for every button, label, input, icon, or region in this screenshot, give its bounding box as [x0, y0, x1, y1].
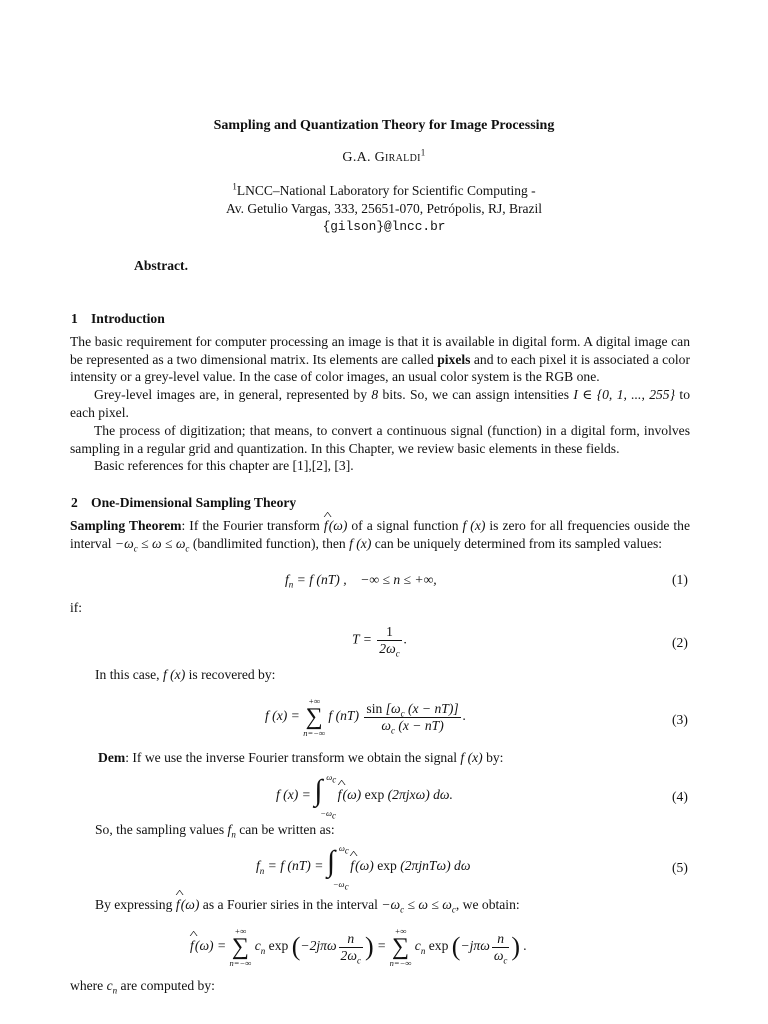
so-sentence — [95, 822, 335, 838]
math-inline: ^ f (ω) — [176, 897, 200, 912]
sampling-theorem-paragraph — [70, 517, 690, 552]
math-inline: ^ f (ω) — [324, 518, 348, 533]
section-heading-sampling — [71, 495, 296, 511]
equation-1: $f_n = f$ (nT) , −∞ ≤ n ≤ +∞, — [285, 572, 437, 590]
if-label: if: — [70, 600, 83, 615]
math-inline: $-\omega_c \le \omega \le \omega_c$ — [381, 897, 456, 915]
section-title: Introduction — [91, 311, 165, 326]
theorem-text: can be uniquely determined from its sampled values: — [371, 535, 663, 551]
author-footnote-mark: 1 — [420, 147, 426, 158]
author-email: {gilson}@lncc.br — [322, 219, 446, 234]
text: as a Fourier siries in the interval — [199, 897, 382, 912]
math-inline: f (x) — [460, 750, 483, 765]
equation-number: (4) — [672, 789, 688, 804]
math-inline: f (x) — [349, 535, 372, 551]
theorem-text: (bandlimited function), then — [189, 535, 350, 551]
text: is recovered by: — [185, 667, 276, 682]
intro-text: The basic requirement for computer processing an image is that it is available in digital form. A digital image can be represented as a two dimensional matrix. Its elements are called — [70, 334, 690, 367]
text: So, the sampling values — [95, 822, 228, 837]
text: are computed by: — [117, 978, 215, 993]
math-inline: $-\omega_c \le \omega \le \omega_c$ — [114, 535, 190, 554]
dem-sentence — [98, 750, 503, 766]
equation-2: T = $\frac{1}{2\omega_c}$ . — [352, 624, 408, 659]
affiliation-line-2: Av. Getulio Vargas, 333, 25651-070, Petrópolis, RJ, Brazil — [226, 201, 542, 216]
section-heading-introduction — [71, 311, 165, 327]
math-inline: f (x) — [162, 667, 186, 682]
intro-paragraph-4: Basic references for this chapter are [1],[2], [3]. — [94, 458, 354, 473]
express-sentence — [95, 897, 520, 913]
bit-count: 8 — [371, 387, 379, 402]
dem-label: Dem — [98, 750, 126, 765]
equation-4: f (x) = ∫ $\omega_c$ $-\omega_c$ ^ f (ω) exp (2πjxω) dω. — [276, 778, 453, 814]
math-inline: $c_n$ — [106, 978, 118, 996]
equation-3: f (x) = +∞ ∑ n=−∞ f (nT) $\frac{\sin [\omega_c (x - nT)]}{\omega_c (x - nT)}$ . — [265, 696, 467, 738]
section-number: 2 — [71, 495, 78, 510]
intro-paragraph-3: The process of digitization; that means, to convert a continuous signal (function) in a digital form, involves sampling in a regular grid and quantization. In this Chapter, we review basic elements in these fields. — [70, 423, 690, 456]
paper-title: Sampling and Quantization Theory for Image Processing — [213, 118, 555, 133]
recovered-sentence — [95, 667, 275, 683]
math-inline: $f_n$ — [227, 822, 236, 840]
intro-paragraph-2 — [70, 386, 690, 421]
text: can be written as: — [235, 822, 335, 837]
pixels-term: pixels — [437, 351, 471, 367]
equation-number: (2) — [672, 635, 688, 650]
author-line — [0, 147, 768, 166]
where-sentence — [70, 978, 215, 994]
theorem-text: : If the Fourier transform — [181, 518, 324, 533]
theorem-text: is zero for all frequencies ouside the interval — [70, 518, 691, 551]
equation-5: $f_n = f$ (nT) = ∫ $\omega_c$ $-\omega_c$ ^ f (ω) exp (2πjnTω) dω — [256, 849, 470, 885]
theorem-label: Sampling Theorem — [70, 518, 182, 533]
intro-text: Grey-level images are, in general, represented by — [94, 387, 372, 402]
fourier-series-equation: ^ f (ω) = +∞ ∑ n=−∞ $c_n$ exp (−2jπω $\frac{n}{2\omega_c}$ ) = +∞ ∑ n=−∞ $c_n$ exp (−jπω $\frac{n}{\omega_c}$ ) . — [190, 926, 527, 968]
affiliation-institution: LNCC–National Laboratory for Scientific Computing - — [236, 183, 536, 198]
theorem-text: of a signal function — [347, 518, 463, 533]
section-title: One-Dimensional Sampling Theory — [91, 495, 297, 510]
author-name: G.A. Giraldi — [342, 150, 421, 165]
intro-text-cont: and to each pixel it is associated a color intensity or a grey-level value. In the case of color images, an usual color system is the RGB one. — [70, 351, 690, 385]
section-number: 1 — [71, 311, 78, 326]
equation-number: (3) — [672, 712, 688, 727]
text: In this case, — [95, 667, 163, 682]
text: : If we use the inverse Fourier transform we obtain the signal — [125, 750, 461, 765]
abstract-label: Abstract. — [134, 258, 188, 273]
equation-number: (1) — [672, 572, 688, 587]
text: where — [70, 978, 107, 993]
intro-paragraph-1 — [70, 333, 690, 386]
intensity-set: I ∈ {0, 1, ..., 255} — [573, 387, 676, 402]
text: , we obtain: — [455, 897, 520, 912]
text: By expressing — [95, 897, 176, 912]
affiliation-line-1 — [0, 183, 768, 199]
intro-text-cont: bits. So, we can assign intensities — [378, 387, 574, 402]
affiliation-mark: 1 — [232, 181, 237, 192]
intro-text-end: to each pixel. — [70, 387, 690, 420]
equation-number: (5) — [672, 860, 688, 875]
text: by: — [482, 750, 504, 765]
math-inline: f (x) — [462, 518, 486, 533]
